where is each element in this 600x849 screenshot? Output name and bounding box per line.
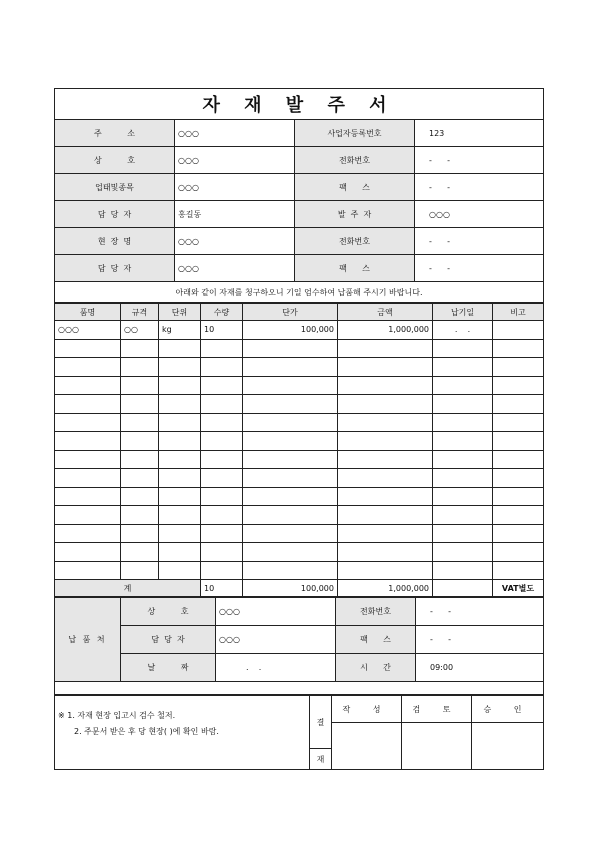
item-cell[interactable] [201,339,243,358]
delivery-value-right[interactable]: 09:00 [416,654,544,682]
item-cell[interactable] [338,432,433,451]
item-cell[interactable] [55,487,121,506]
item-cell[interactable] [433,395,493,414]
delivery-body [55,598,544,682]
total-qty: 10 [201,580,243,597]
info-label-left: 담 당 자 [55,201,175,228]
delivery-value-right[interactable]: - - [416,598,544,626]
spacer-row [55,682,544,695]
items-body [55,321,544,580]
item-cell[interactable] [201,450,243,469]
item-cell[interactable] [243,506,338,525]
info-row [55,120,544,147]
item-cell[interactable] [243,358,338,377]
header-table [54,88,544,303]
item-cell[interactable] [159,339,201,358]
item-cell[interactable] [493,358,544,377]
item-cell[interactable] [243,395,338,414]
approval-col-writer: 작 성 [332,696,402,723]
item-cell[interactable]: 1,000,000 [338,321,433,340]
info-value-left[interactable]: ○○○ [175,255,295,282]
approval-col-approve: 승 인 [472,696,544,723]
item-cell[interactable] [201,543,243,562]
items-header-row [55,304,544,321]
item-cell[interactable] [201,506,243,525]
table-row [55,339,544,358]
item-cell[interactable] [201,487,243,506]
item-cell[interactable] [493,469,544,488]
item-cell[interactable] [55,358,121,377]
item-cell[interactable] [433,376,493,395]
item-cell[interactable] [55,450,121,469]
item-cell[interactable] [121,469,159,488]
table-row [55,506,544,525]
delivery-value-left[interactable]: . . [216,654,336,682]
item-cell[interactable] [338,524,433,543]
item-cell[interactable] [55,506,121,525]
item-cell[interactable] [121,487,159,506]
info-value-right[interactable]: - - [415,255,544,282]
item-cell[interactable] [159,450,201,469]
total-empty [433,580,493,597]
info-value-right[interactable]: ○○○ [415,201,544,228]
item-cell[interactable]: . . [433,321,493,340]
info-label-left: 현 장 명 [55,228,175,255]
item-cell[interactable] [243,469,338,488]
delivery-label: 납 품 처 [55,598,121,682]
delivery-row [55,626,544,654]
items-header-cell: 비고 [493,304,544,321]
item-cell[interactable] [243,487,338,506]
item-cell[interactable] [338,561,433,580]
info-row [55,201,544,228]
item-cell[interactable]: 10 [201,321,243,340]
item-cell[interactable] [159,413,201,432]
item-cell[interactable] [159,469,201,488]
table-row [55,413,544,432]
form-title: 자 재 발 주 서 [55,89,544,120]
item-cell[interactable]: kg [159,321,201,340]
item-cell[interactable] [159,395,201,414]
approval-label-bottom: 재 [310,749,332,770]
info-value-left[interactable]: ○○○ [175,228,295,255]
info-value-left[interactable]: ○○○ [175,174,295,201]
delivery-label-left: 담 당 자 [121,626,216,654]
item-cell[interactable] [55,432,121,451]
item-cell[interactable] [433,432,493,451]
item-cell[interactable] [201,561,243,580]
info-label-right: 발 주 자 [295,201,415,228]
item-cell[interactable] [201,413,243,432]
delivery-label-right: 전화번호 [336,598,416,626]
item-cell[interactable] [243,413,338,432]
info-label-right: 전화번호 [295,228,415,255]
item-cell[interactable] [493,395,544,414]
delivery-row [55,598,544,626]
note-line-2: 2. 주문서 받은 후 당 현장( )에 확인 바람. [74,727,219,736]
delivery-value-left[interactable]: ○○○ [216,626,336,654]
info-label-right: 전화번호 [295,147,415,174]
item-cell[interactable] [121,339,159,358]
item-cell[interactable] [493,339,544,358]
item-cell[interactable] [243,432,338,451]
info-label-right: 사업자등록번호 [295,120,415,147]
item-cell[interactable] [493,321,544,340]
table-row [55,524,544,543]
info-label-left: 담 당 자 [55,255,175,282]
item-cell[interactable] [55,395,121,414]
delivery-label-left: 상 호 [121,598,216,626]
item-cell[interactable] [338,339,433,358]
item-cell[interactable] [55,543,121,562]
item-cell[interactable] [121,395,159,414]
item-cell[interactable] [433,358,493,377]
purchase-order-form [54,88,543,770]
item-cell[interactable] [493,376,544,395]
info-value-right[interactable]: - - [415,228,544,255]
info-row [55,255,544,282]
delivery-label-right: 시 간 [336,654,416,682]
delivery-table [54,597,544,695]
item-cell[interactable] [433,524,493,543]
info-value-left[interactable]: ○○○ [175,147,295,174]
item-cell[interactable] [493,524,544,543]
delivery-value-left[interactable]: ○○○ [216,598,336,626]
info-value-left[interactable]: 홍길동 [175,201,295,228]
table-row [55,358,544,377]
items-table [54,303,544,597]
info-value-right[interactable]: - - [415,147,544,174]
info-value-right[interactable]: - - [415,174,544,201]
items-header-cell: 단위 [159,304,201,321]
item-cell[interactable] [433,487,493,506]
item-cell[interactable] [121,450,159,469]
item-cell[interactable]: ○○○ [55,321,121,340]
table-row [55,487,544,506]
item-cell[interactable] [243,524,338,543]
item-cell[interactable] [433,450,493,469]
total-label: 계 [55,580,201,597]
item-cell[interactable] [201,524,243,543]
item-cell[interactable] [121,358,159,377]
total-row [55,580,544,597]
item-cell[interactable] [433,506,493,525]
item-cell[interactable] [338,506,433,525]
item-cell[interactable] [433,339,493,358]
approval-col-review: 검 토 [402,696,472,723]
item-cell[interactable] [243,561,338,580]
item-cell[interactable] [493,561,544,580]
items-header-cell: 수량 [201,304,243,321]
info-label-right: 팩 스 [295,174,415,201]
sign-box-writer[interactable] [332,723,402,770]
item-cell[interactable] [121,413,159,432]
item-cell[interactable] [338,469,433,488]
item-cell[interactable] [243,376,338,395]
item-cell[interactable] [159,432,201,451]
info-row [55,174,544,201]
items-header-cell: 규격 [121,304,159,321]
item-cell[interactable] [159,506,201,525]
item-cell[interactable] [493,506,544,525]
table-row [55,321,544,340]
item-cell[interactable] [121,561,159,580]
item-cell[interactable] [493,450,544,469]
item-cell[interactable] [243,339,338,358]
item-cell[interactable] [201,376,243,395]
info-label-right: 팩 스 [295,255,415,282]
total-amount: 1,000,000 [338,580,433,597]
info-label-left: 상 호 [55,147,175,174]
items-header-cell: 금액 [338,304,433,321]
sign-box-review[interactable] [402,723,472,770]
item-cell[interactable] [338,450,433,469]
item-cell[interactable] [338,413,433,432]
info-label-left: 업태및종목 [55,174,175,201]
item-cell[interactable] [55,376,121,395]
item-cell[interactable] [493,413,544,432]
item-cell[interactable] [159,358,201,377]
notes-approval-table [54,695,544,770]
item-cell[interactable] [338,487,433,506]
item-cell[interactable] [159,561,201,580]
item-cell[interactable] [338,395,433,414]
item-cell[interactable] [159,376,201,395]
sign-box-approve[interactable] [472,723,544,770]
item-cell[interactable] [338,543,433,562]
table-row [55,561,544,580]
item-cell[interactable] [159,543,201,562]
table-row [55,450,544,469]
items-header-cell: 납기일 [433,304,493,321]
item-cell[interactable] [55,561,121,580]
info-value-left[interactable]: ○○○ [175,120,295,147]
item-cell[interactable] [433,469,493,488]
item-cell[interactable] [121,524,159,543]
delivery-value-right[interactable]: - - [416,626,544,654]
delivery-label-left: 날 짜 [121,654,216,682]
item-cell[interactable] [243,543,338,562]
table-row [55,432,544,451]
item-cell[interactable] [121,376,159,395]
info-value-right[interactable]: 123 [415,120,544,147]
table-row [55,376,544,395]
item-cell[interactable] [55,339,121,358]
item-cell[interactable] [493,487,544,506]
item-cell[interactable] [433,413,493,432]
info-label-left: 주 소 [55,120,175,147]
delivery-row [55,654,544,682]
item-cell[interactable] [338,376,433,395]
info-row [55,147,544,174]
item-cell[interactable] [159,524,201,543]
total-note: VAT별도 [493,580,544,597]
item-cell[interactable] [493,543,544,562]
item-cell[interactable] [243,450,338,469]
item-cell[interactable] [201,395,243,414]
item-cell[interactable] [159,487,201,506]
total-unit-price: 100,000 [243,580,338,597]
items-header-cell: 단가 [243,304,338,321]
approval-label-top: 결 [310,696,332,749]
item-cell[interactable] [55,413,121,432]
item-cell[interactable]: 100,000 [243,321,338,340]
item-cell[interactable] [201,469,243,488]
item-cell[interactable] [121,506,159,525]
item-cell[interactable] [433,543,493,562]
item-cell[interactable] [201,358,243,377]
table-row [55,469,544,488]
item-cell[interactable] [433,561,493,580]
item-cell[interactable] [55,469,121,488]
item-cell[interactable] [338,358,433,377]
info-row [55,228,544,255]
item-cell[interactable] [493,432,544,451]
items-header-cell: 품명 [55,304,121,321]
item-cell[interactable] [121,432,159,451]
item-cell[interactable]: ○○ [121,321,159,340]
table-row [55,543,544,562]
notice-text: 아래와 같이 자재를 청구하오니 기일 엄수하여 납품해 주시기 바랍니다. [55,282,544,303]
note-line-1: ※ 1. 자재 현장 입고시 검수 철저. [58,711,176,720]
notes-cell [55,696,310,770]
item-cell[interactable] [201,432,243,451]
table-row [55,395,544,414]
item-cell[interactable] [121,543,159,562]
supplier-info [55,120,544,282]
delivery-label-right: 팩 스 [336,626,416,654]
item-cell[interactable] [55,524,121,543]
